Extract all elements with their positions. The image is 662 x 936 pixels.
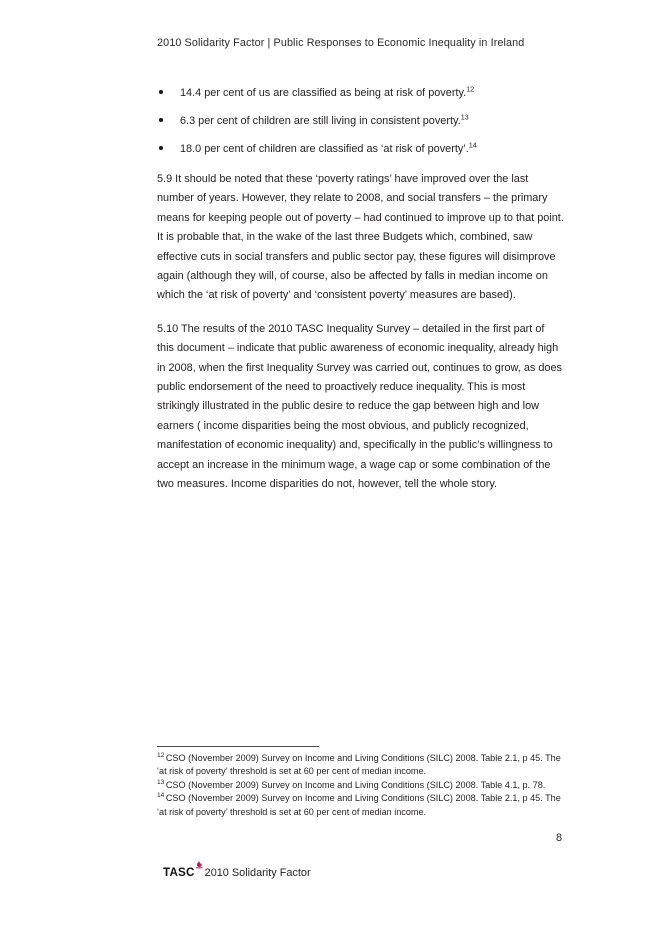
- bullet-dot-icon: [159, 146, 163, 150]
- footnotes-section: [157, 746, 565, 819]
- footnote-marker: 14: [157, 792, 165, 800]
- bullet-dot-icon: [159, 90, 163, 94]
- document-footer: [163, 866, 311, 879]
- footnote-marker: 13: [157, 778, 165, 786]
- tasc-logo: [163, 866, 204, 879]
- footnote-item: [157, 752, 565, 779]
- footnote-text: CSO (November 2009) Survey on Income and Living Conditions (SILC) 2008. Table 2.1, p 45. The ‘at risk of poverty’ threshold is set at 60 per cent of median income.: [157, 793, 561, 817]
- paragraph-5-9: 5.9 It should be noted that these ‘poverty ratings’ have improved over the last number of years. However, they relate to 2008, and social transfers – the primary means for keeping people out of poverty – had continued to improve up to that point. It is probable that, in the wake of the last three Budgets which, combined, saw effective cuts in social transfers and public sector pay, these figures will disimprove again (although they will, of course, also be affected by falls in median income on which the ‘at risk of poverty’ and ‘consistent poverty’ measures are based).: [157, 173, 564, 302]
- footer-title: 2010 Solidarity Factor: [204, 867, 311, 879]
- tasc-flame-icon: [195, 860, 204, 869]
- list-item: [157, 142, 564, 157]
- page-body: [157, 86, 564, 509]
- page-number: 8: [555, 832, 562, 844]
- poverty-statistics-list: [157, 86, 564, 157]
- bullet-dot-icon: [159, 118, 163, 122]
- list-item: [157, 86, 564, 101]
- list-item-text: 14.4 per cent of us are classified as being at risk of poverty.: [180, 87, 467, 99]
- footnote-marker: 12: [157, 751, 165, 759]
- list-item: [157, 114, 564, 129]
- list-item-text: 18.0 per cent of children are classified as ‘at risk of poverty’.: [180, 143, 469, 155]
- footnote-item: [157, 779, 565, 792]
- footnote-separator-rule: [157, 746, 319, 747]
- footnote-text: CSO (November 2009) Survey on Income and Living Conditions (SILC) 2008. Table 4.1, p. 78.: [165, 779, 546, 790]
- footnote-reference[interactable]: 14: [468, 140, 477, 150]
- footnote-reference[interactable]: 13: [460, 112, 469, 122]
- footnote-item: [157, 792, 565, 819]
- footnote-reference[interactable]: 12: [466, 84, 475, 94]
- running-header: 2010 Solidarity Factor | Public Responses to Economic Inequality in Ireland: [157, 37, 525, 49]
- list-item-text: 6.3 per cent of children are still living in consistent poverty.: [180, 115, 461, 127]
- paragraph-5-10: 5.10 The results of the 2010 TASC Inequality Survey – detailed in the first part of this document – indicate that public awareness of economic inequality, already high in 2008, when the first Inequality Survey was carried out, continues to grow, as does public endorsement of the need to proactively reduce inequality. This is most strikingly illustrated in the public desire to reduce the gap between high and low earners ( income disparities being the most obvious, and publicly recognized, manifestation of economic inequality) and, specifically in the public’s willingness to accept an increase in the minimum wage, a wage cap or some combination of the two measures. Income disparities do not, however, tell the whole story.: [157, 322, 562, 491]
- footnote-text: CSO (November 2009) Survey on Income and Living Conditions (SILC) 2008. Table 2.1, p 45. The ‘at risk of poverty’ threshold is set at 60 per cent of median income.: [157, 753, 561, 777]
- tasc-logo-text: TASC: [163, 866, 195, 879]
